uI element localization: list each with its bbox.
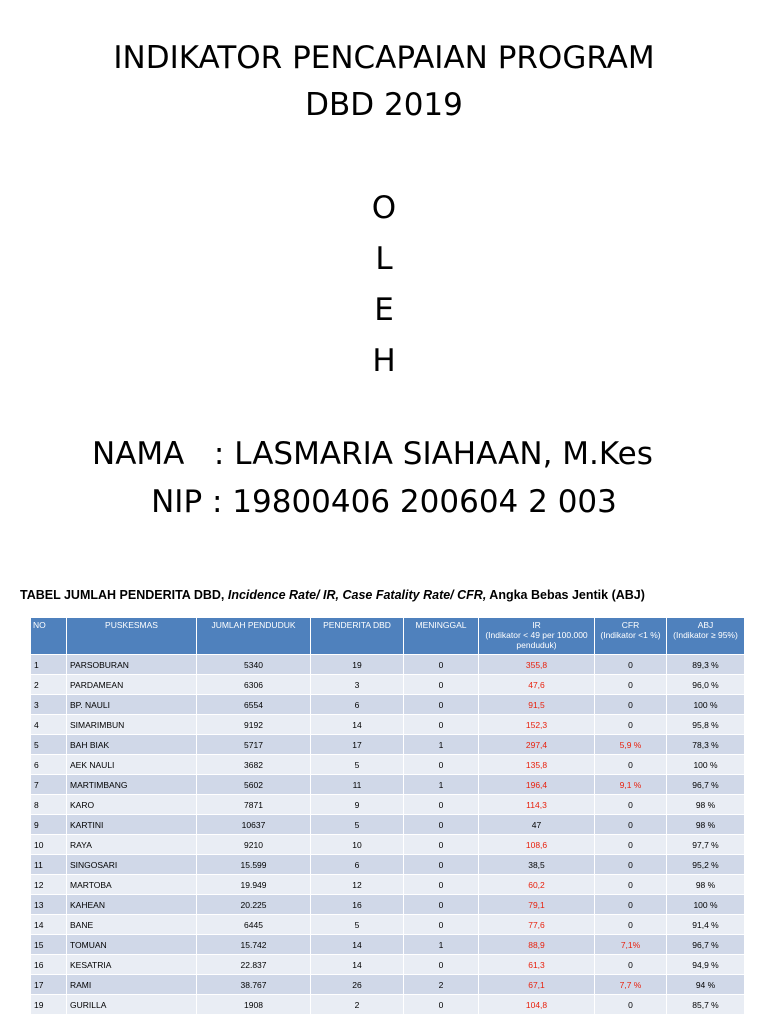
table-row bbox=[31, 655, 745, 675]
cell-cfr: 0 bbox=[595, 695, 667, 715]
table-header-row bbox=[31, 618, 745, 655]
table-title-italic: Incidence Rate/ IR, Case Fatality Rate/ CFR, bbox=[227, 588, 487, 602]
cell-abj: 96,7 % bbox=[667, 935, 745, 955]
cell-cfr: 7,1% bbox=[595, 935, 667, 955]
cell-abj: 85,7 % bbox=[667, 995, 745, 1015]
cell-ir: 108,6 bbox=[479, 835, 595, 855]
cell-no: 4 bbox=[31, 715, 67, 735]
cell-penderita: 16 bbox=[311, 895, 404, 915]
cell-no: 2 bbox=[31, 675, 67, 695]
table-title bbox=[20, 588, 760, 602]
header-meninggal: MENINGGAL bbox=[404, 618, 479, 655]
cell-jumlah-penduduk: 6554 bbox=[197, 695, 311, 715]
cell-puskesmas: KAHEAN bbox=[67, 895, 197, 915]
cell-ir: 38,5 bbox=[479, 855, 595, 875]
cell-cfr: 0 bbox=[595, 655, 667, 675]
cell-abj: 78,3 % bbox=[667, 735, 745, 755]
title-line-2: DBD 2019 bbox=[305, 87, 463, 123]
cell-no: 3 bbox=[31, 695, 67, 715]
letter-l: L bbox=[375, 241, 393, 277]
cell-jumlah-penduduk: 9192 bbox=[197, 715, 311, 735]
cell-no: 13 bbox=[31, 895, 67, 915]
cell-penderita: 11 bbox=[311, 775, 404, 795]
cell-ir: 196,4 bbox=[479, 775, 595, 795]
cell-jumlah-penduduk: 6306 bbox=[197, 675, 311, 695]
letter-h: H bbox=[372, 343, 396, 379]
cell-jumlah-penduduk: 20.225 bbox=[197, 895, 311, 915]
table-row bbox=[31, 675, 745, 695]
header-no: NO bbox=[31, 618, 67, 655]
cell-penderita: 2 bbox=[311, 995, 404, 1015]
cell-ir: 47,6 bbox=[479, 675, 595, 695]
cell-penderita: 6 bbox=[311, 855, 404, 875]
cell-meninggal: 0 bbox=[404, 855, 479, 875]
cell-no: 12 bbox=[31, 875, 67, 895]
cell-penderita: 26 bbox=[311, 975, 404, 995]
cell-jumlah-penduduk: 15.742 bbox=[197, 935, 311, 955]
cell-meninggal: 1 bbox=[404, 775, 479, 795]
oleh-letters bbox=[0, 183, 768, 387]
table-row bbox=[31, 835, 745, 855]
cell-puskesmas: TOMUAN bbox=[67, 935, 197, 955]
cell-ir: 60,2 bbox=[479, 875, 595, 895]
cell-abj: 94 % bbox=[667, 975, 745, 995]
cell-abj: 94,9 % bbox=[667, 955, 745, 975]
header-jumlah-penduduk: JUMLAH PENDUDUK bbox=[197, 618, 311, 655]
cell-penderita: 6 bbox=[311, 695, 404, 715]
cell-jumlah-penduduk: 38.767 bbox=[197, 975, 311, 995]
cell-cfr: 0 bbox=[595, 815, 667, 835]
cell-puskesmas: PARSOBURAN bbox=[67, 655, 197, 675]
cell-cfr: 0 bbox=[595, 795, 667, 815]
cell-no: 8 bbox=[31, 795, 67, 815]
cell-abj: 100 % bbox=[667, 755, 745, 775]
cell-meninggal: 0 bbox=[404, 955, 479, 975]
cell-ir: 88,9 bbox=[479, 935, 595, 955]
cell-penderita: 10 bbox=[311, 835, 404, 855]
cell-no: 6 bbox=[31, 755, 67, 775]
header-ir: IR (Indikator < 49 per 100.000 penduduk) bbox=[479, 618, 595, 655]
cell-penderita: 14 bbox=[311, 935, 404, 955]
table-row bbox=[31, 915, 745, 935]
cell-meninggal: 0 bbox=[404, 695, 479, 715]
table-row bbox=[31, 875, 745, 895]
cell-puskesmas: BP. NAULI bbox=[67, 695, 197, 715]
cell-ir: 104,8 bbox=[479, 995, 595, 1015]
table-row bbox=[31, 775, 745, 795]
cell-abj: 98 % bbox=[667, 875, 745, 895]
cell-puskesmas: MARTIMBANG bbox=[67, 775, 197, 795]
cell-jumlah-penduduk: 5717 bbox=[197, 735, 311, 755]
cell-jumlah-penduduk: 5340 bbox=[197, 655, 311, 675]
cell-no: 16 bbox=[31, 955, 67, 975]
cell-meninggal: 0 bbox=[404, 895, 479, 915]
cell-ir: 297,4 bbox=[479, 735, 595, 755]
cell-abj: 100 % bbox=[667, 895, 745, 915]
cell-jumlah-penduduk: 7871 bbox=[197, 795, 311, 815]
cell-cfr: 0 bbox=[595, 915, 667, 935]
cell-puskesmas: SIMARIMBUN bbox=[67, 715, 197, 735]
cell-abj: 100 % bbox=[667, 695, 745, 715]
cell-meninggal: 0 bbox=[404, 875, 479, 895]
cell-meninggal: 0 bbox=[404, 795, 479, 815]
cell-puskesmas: BAH BIAK bbox=[67, 735, 197, 755]
table-row bbox=[31, 815, 745, 835]
table-row bbox=[31, 975, 745, 995]
cell-no: 5 bbox=[31, 735, 67, 755]
cell-puskesmas: RAYA bbox=[67, 835, 197, 855]
cell-meninggal: 0 bbox=[404, 995, 479, 1015]
cell-cfr: 7,7 % bbox=[595, 975, 667, 995]
cell-cfr: 9,1 % bbox=[595, 775, 667, 795]
dbd-table bbox=[30, 617, 745, 1015]
table-row bbox=[31, 855, 745, 875]
cell-abj: 98 % bbox=[667, 815, 745, 835]
table-title-part-1: TABEL JUMLAH PENDERITA DBD, bbox=[20, 588, 228, 602]
cell-meninggal: 0 bbox=[404, 755, 479, 775]
cell-abj: 98 % bbox=[667, 795, 745, 815]
table-row bbox=[31, 715, 745, 735]
cell-meninggal: 2 bbox=[404, 975, 479, 995]
cell-meninggal: 0 bbox=[404, 655, 479, 675]
cell-meninggal: 0 bbox=[404, 715, 479, 735]
cell-jumlah-penduduk: 15.599 bbox=[197, 855, 311, 875]
table-row bbox=[31, 895, 745, 915]
table-row bbox=[31, 735, 745, 755]
cell-puskesmas: KARO bbox=[67, 795, 197, 815]
title-line-1: INDIKATOR PENCAPAIAN PROGRAM bbox=[113, 40, 655, 76]
cell-ir: 152,3 bbox=[479, 715, 595, 735]
cell-jumlah-penduduk: 22.837 bbox=[197, 955, 311, 975]
cell-penderita: 3 bbox=[311, 675, 404, 695]
table-row bbox=[31, 695, 745, 715]
cell-puskesmas: SINGOSARI bbox=[67, 855, 197, 875]
cell-cfr: 0 bbox=[595, 835, 667, 855]
cell-no: 9 bbox=[31, 815, 67, 835]
cell-abj: 96,7 % bbox=[667, 775, 745, 795]
cell-abj: 97,7 % bbox=[667, 835, 745, 855]
cell-ir: 61,3 bbox=[479, 955, 595, 975]
header-penderita: PENDERITA DBD bbox=[311, 618, 404, 655]
cell-jumlah-penduduk: 6445 bbox=[197, 915, 311, 935]
cell-penderita: 5 bbox=[311, 915, 404, 935]
cell-puskesmas: PARDAMEAN bbox=[67, 675, 197, 695]
table-row bbox=[31, 955, 745, 975]
cell-puskesmas: AEK NAULI bbox=[67, 755, 197, 775]
cell-ir: 77,6 bbox=[479, 915, 595, 935]
cell-abj: 91,4 % bbox=[667, 915, 745, 935]
cell-penderita: 14 bbox=[311, 715, 404, 735]
cell-cfr: 0 bbox=[595, 875, 667, 895]
cell-jumlah-penduduk: 19.949 bbox=[197, 875, 311, 895]
cell-ir: 135,8 bbox=[479, 755, 595, 775]
cell-puskesmas: BANE bbox=[67, 915, 197, 935]
cell-jumlah-penduduk: 10637 bbox=[197, 815, 311, 835]
cell-cfr: 0 bbox=[595, 955, 667, 975]
cell-jumlah-penduduk: 1908 bbox=[197, 995, 311, 1015]
cell-meninggal: 0 bbox=[404, 675, 479, 695]
cell-jumlah-penduduk: 3682 bbox=[197, 755, 311, 775]
author-nip: NIP : 19800406 200604 2 003 bbox=[151, 484, 617, 520]
header-cfr: CFR (Indikator <1 %) bbox=[595, 618, 667, 655]
cell-cfr: 0 bbox=[595, 895, 667, 915]
cell-cfr: 0 bbox=[595, 855, 667, 875]
cell-cfr: 0 bbox=[595, 675, 667, 695]
header-abj: ABJ (Indikator ≥ 95%) bbox=[667, 618, 745, 655]
cell-abj: 96,0 % bbox=[667, 675, 745, 695]
cell-ir: 67,1 bbox=[479, 975, 595, 995]
cell-abj: 89,3 % bbox=[667, 655, 745, 675]
cell-meninggal: 0 bbox=[404, 915, 479, 935]
cell-meninggal: 1 bbox=[404, 935, 479, 955]
header-puskesmas: PUSKESMAS bbox=[67, 618, 197, 655]
cell-meninggal: 1 bbox=[404, 735, 479, 755]
table-row bbox=[31, 935, 745, 955]
cell-puskesmas: GURILLA bbox=[67, 995, 197, 1015]
cell-meninggal: 0 bbox=[404, 815, 479, 835]
cell-cfr: 0 bbox=[595, 715, 667, 735]
table-title-part-2: Angka Bebas Jentik (ABJ) bbox=[486, 588, 645, 602]
cell-no: 10 bbox=[31, 835, 67, 855]
cell-ir: 114,3 bbox=[479, 795, 595, 815]
cell-abj: 95,8 % bbox=[667, 715, 745, 735]
cell-cfr: 0 bbox=[595, 995, 667, 1015]
cell-penderita: 5 bbox=[311, 815, 404, 835]
table-row bbox=[31, 755, 745, 775]
cell-penderita: 5 bbox=[311, 755, 404, 775]
cell-cfr: 0 bbox=[595, 755, 667, 775]
cell-no: 15 bbox=[31, 935, 67, 955]
cell-puskesmas: MARTOBA bbox=[67, 875, 197, 895]
cell-penderita: 12 bbox=[311, 875, 404, 895]
table-row bbox=[31, 795, 745, 815]
cell-no: 17 bbox=[31, 975, 67, 995]
cell-no: 1 bbox=[31, 655, 67, 675]
cell-penderita: 19 bbox=[311, 655, 404, 675]
cell-no: 7 bbox=[31, 775, 67, 795]
cell-penderita: 17 bbox=[311, 735, 404, 755]
cell-no: 14 bbox=[31, 915, 67, 935]
cell-abj: 95,2 % bbox=[667, 855, 745, 875]
cell-puskesmas: KESATRIA bbox=[67, 955, 197, 975]
cell-ir: 47 bbox=[479, 815, 595, 835]
cell-ir: 79,1 bbox=[479, 895, 595, 915]
letter-e: E bbox=[374, 292, 394, 328]
cell-ir: 91,5 bbox=[479, 695, 595, 715]
cell-ir: 355,8 bbox=[479, 655, 595, 675]
cell-penderita: 9 bbox=[311, 795, 404, 815]
cell-jumlah-penduduk: 9210 bbox=[197, 835, 311, 855]
cell-cfr: 5,9 % bbox=[595, 735, 667, 755]
cell-penderita: 14 bbox=[311, 955, 404, 975]
letter-o: O bbox=[371, 190, 397, 226]
cell-no: 19 bbox=[31, 995, 67, 1015]
cell-jumlah-penduduk: 5602 bbox=[197, 775, 311, 795]
cell-puskesmas: RAMI bbox=[67, 975, 197, 995]
author-name: NAMA : LASMARIA SIAHAAN, M.Kes bbox=[92, 436, 653, 472]
cell-no: 11 bbox=[31, 855, 67, 875]
cell-meninggal: 0 bbox=[404, 835, 479, 855]
cell-puskesmas: KARTINI bbox=[67, 815, 197, 835]
table-row bbox=[31, 995, 745, 1015]
